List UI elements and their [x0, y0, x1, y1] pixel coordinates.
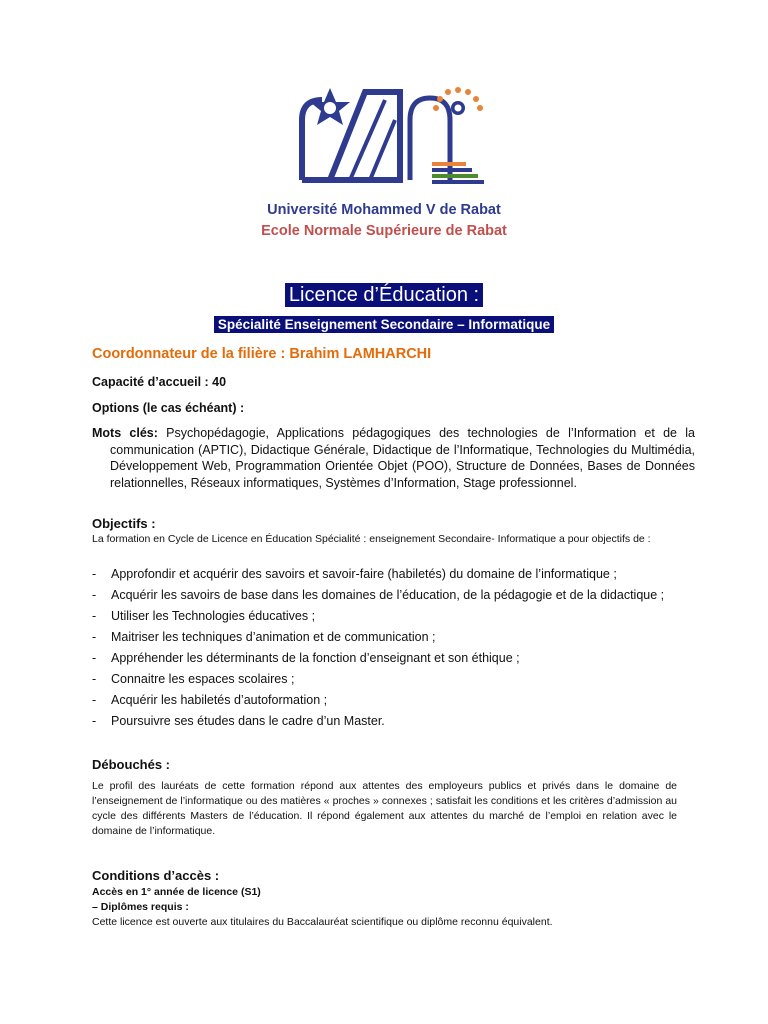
list-item [92, 608, 677, 624]
keywords-label: Mots clés: [92, 426, 158, 440]
objectives-intro: La formation en Cycle de Licence en Éducation Spécialité : enseignement Secondaire- Informatique a pour objectifs de : [92, 533, 651, 545]
list-dash: - [92, 588, 97, 602]
list-item [92, 566, 677, 582]
list-item [92, 692, 677, 708]
list-item-text: Utiliser les Technologies éducatives ; [111, 609, 316, 623]
specialty-banner [0, 316, 768, 334]
keywords-text: Psychopédagogie, Applications pédagogiques des technologies de l’Information et de la communication (APTIC), Didactique Générale, Didactique de l’Informatique, Technologies du Multimédia, Développement Web, Programmation Orientée Objet (POO), Structure de Données, Bases de Données relationnelles, Réseaux informatiques, Systèmes d’Information, Stage professionnel. [110, 426, 695, 490]
list-item-text: Acquérir les habiletés d’autoformation ; [111, 693, 328, 707]
logo-bars-icon [432, 162, 484, 184]
conditions-heading: Conditions d’accès : [92, 868, 220, 883]
list-item [92, 629, 677, 645]
title-banner [0, 284, 768, 307]
outlets-paragraph: Le profil des lauréats de cette formation répond aux attentes des employeurs publics et privés dans le domaine de l’enseignement de l’informatique ou des matières « proches » connexes ; satisfait les conditions et les critères d’admission au cycle des différents Masters de l’éducation. Il répond également aux attentes du marché de l’emploi en relation avec le domaine de l’informatique. [92, 780, 677, 837]
list-item-text: Acquérir les savoirs de base dans les domaines de l’éducation, de la pédagogie et de la didactique ; [111, 588, 665, 602]
list-dash: - [92, 567, 97, 581]
list-dash: - [92, 693, 97, 707]
list-item [92, 587, 677, 603]
list-item-text: Approfondir et acquérir des savoirs et savoir-faire (habiletés) du domaine de l’informatique ; [111, 567, 617, 581]
school-name: Ecole Normale Supérieure de Rabat [261, 223, 507, 239]
capacity-line: Capacité d’accueil : 40 [92, 375, 227, 389]
conditions-text: Cette licence est ouverte aux titulaires du Baccalauréat scientifique ou diplôme reconnu équivalent. [92, 916, 553, 928]
objectives-list [92, 566, 677, 734]
list-dash: - [92, 714, 97, 728]
objectives-heading: Objectifs : [92, 516, 156, 531]
list-dash: - [92, 630, 97, 644]
coordinator-line: Coordonnateur de la filière : Brahim LAMHARCHI [92, 346, 432, 362]
list-dash: - [92, 609, 97, 623]
outlets-heading: Débouchés : [92, 757, 171, 772]
list-item-text: Maitriser les techniques d’animation et de communication ; [111, 630, 436, 644]
keywords-paragraph [92, 425, 695, 491]
options-line: Options (le cas échéant) : [92, 401, 245, 415]
conditions-diplomas: – Diplômes requis : [92, 901, 189, 913]
list-item-text: Appréhender les déterminants de la fonction d’enseignant et son éthique ; [111, 651, 520, 665]
list-item [92, 650, 677, 666]
university-name: Université Mohammed V de Rabat [267, 202, 501, 218]
list-item [92, 713, 677, 729]
list-item [92, 671, 677, 687]
list-dash: - [92, 651, 97, 665]
conditions-access: Accès en 1° année de licence (S1) [92, 886, 261, 898]
specialty-title: Spécialité Enseignement Secondaire – Informatique [214, 316, 554, 333]
list-dash: - [92, 672, 97, 686]
list-item-text: Connaitre les espaces scolaires ; [111, 672, 295, 686]
university-logo [290, 80, 490, 190]
page-title: Licence d’Éducation : [285, 283, 483, 307]
logo-arc-icon [433, 87, 483, 115]
logo-star-icon [310, 88, 350, 125]
list-item-text: Poursuivre ses études dans le cadre d’un Master. [111, 714, 385, 728]
